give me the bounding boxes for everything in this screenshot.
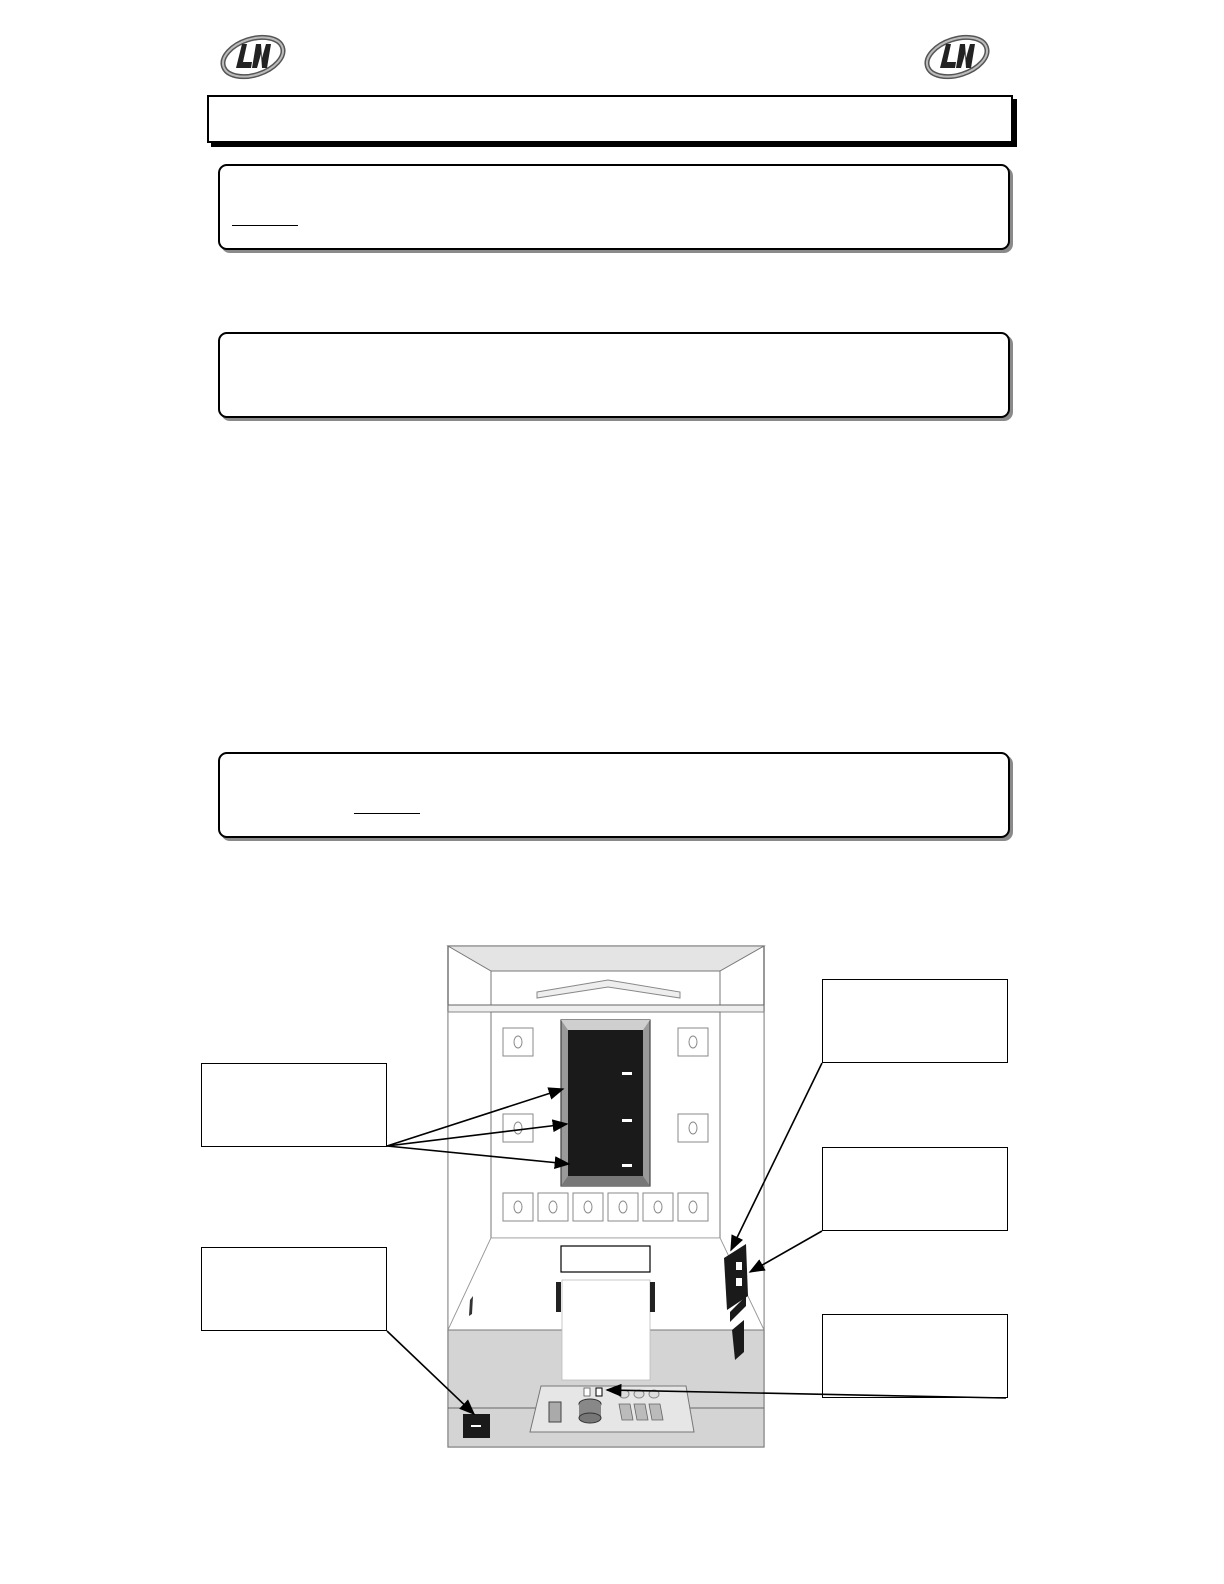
booth-lower <box>448 1238 764 1447</box>
screen <box>561 1020 650 1186</box>
